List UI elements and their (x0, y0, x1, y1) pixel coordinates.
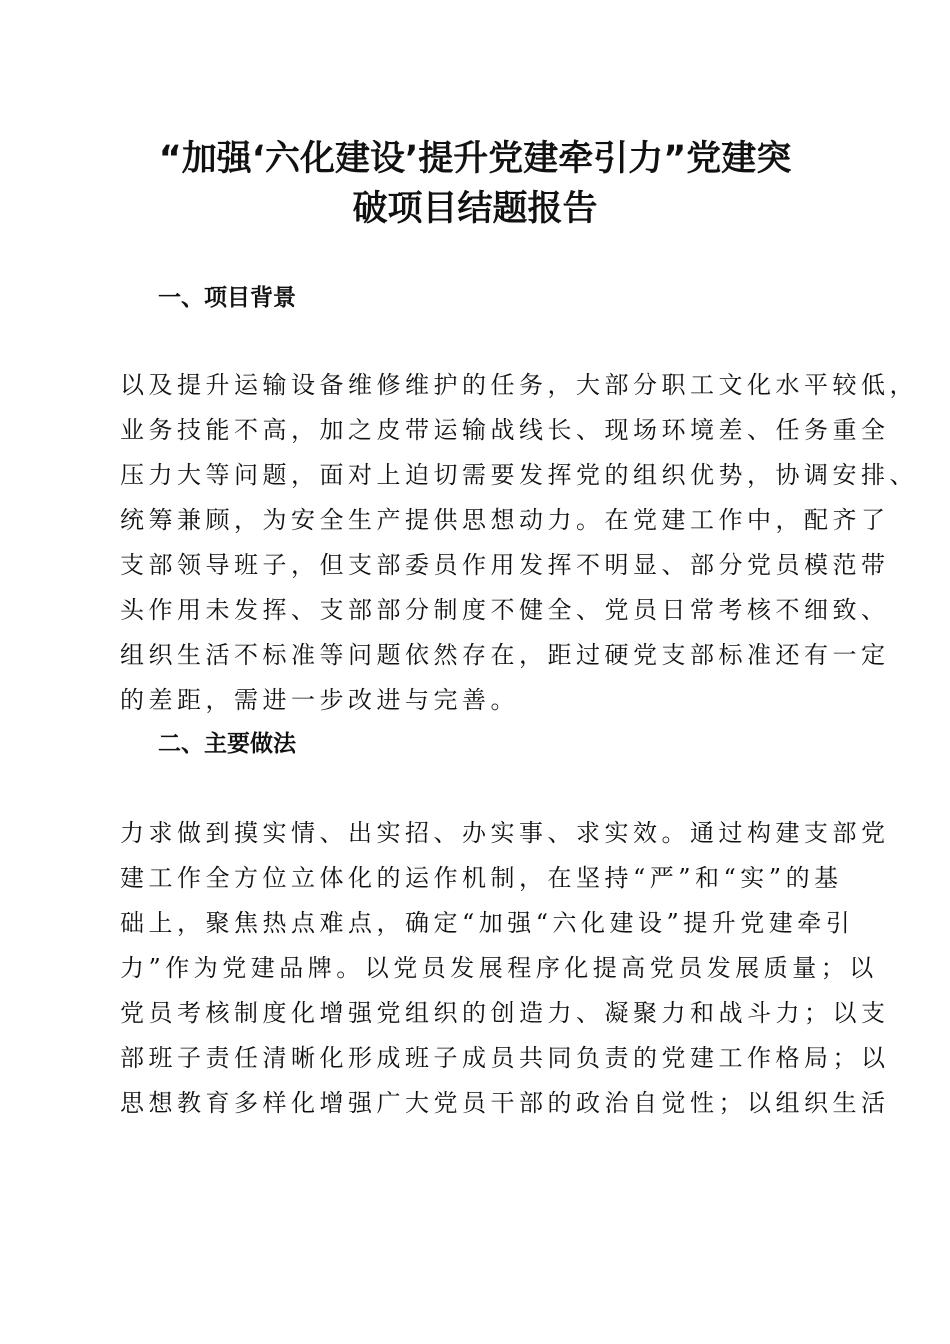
paragraph-line: 支部领导班子，但支部委员作用发挥不明显、部分党员模范带 (120, 551, 890, 579)
paragraph-line: 统筹兼顾，为安全生产提供思想动力。在党建工作中，配齐了 (120, 506, 890, 534)
section-heading-methods: 二、主要做法 (158, 731, 296, 757)
title-line-1: “加强‘六化建设’提升党建牵引力”党建突 (158, 139, 792, 179)
paragraph-line: 力求做到摸实情、出实招、办实事、求实效。通过构建支部党 (120, 819, 890, 847)
paragraph-line: 的差距，需进一步改进与完善。 (120, 686, 519, 714)
paragraph-line: 组织生活不标准等问题依然存在，距过硬党支部标准还有一定 (120, 641, 890, 669)
document-title (100, 134, 850, 234)
paragraph-line: 头作用未发挥、支部部分制度不健全、党员日常考核不细致、 (120, 596, 890, 624)
paragraph-line (158, 325, 878, 355)
paragraph-line: 思想教育多样化增强广大党员干部的政治自觉性；以组织生活 (120, 1089, 890, 1117)
section-heading-background: 一、项目背景 (158, 285, 296, 311)
paragraph-line: 党员考核制度化增强党组织的创造力、凝聚力和战斗力；以支 (120, 999, 890, 1027)
paragraph-line: 础上，聚焦热点难点，确定“加强“六化建设”提升党建牵引 (120, 909, 855, 937)
paragraph-line: 力”作为党建品牌。以党员发展程序化提高党员发展质量；以 (120, 954, 878, 982)
paragraph-line: 以及提升运输设备维修维护的任务，大部分职工文化水平较低， (120, 371, 918, 399)
title-line-2: 破项目结题报告 (352, 189, 598, 229)
paragraph-line: 部班子责任清晰化形成班子成员共同负责的党建工作格局；以 (120, 1044, 890, 1072)
paragraph-line: 业务技能不高，加之皮带运输战线长、现场环境差、任务重全 (120, 416, 890, 444)
paragraph-line: 建工作全方位立体化的运作机制，在坚持“严”和“实”的基 (120, 864, 843, 892)
paragraph-line (158, 773, 878, 803)
paragraph-line: 压力大等问题，面对上迫切需要发挥党的组织优势，协调安排、 (120, 461, 918, 489)
